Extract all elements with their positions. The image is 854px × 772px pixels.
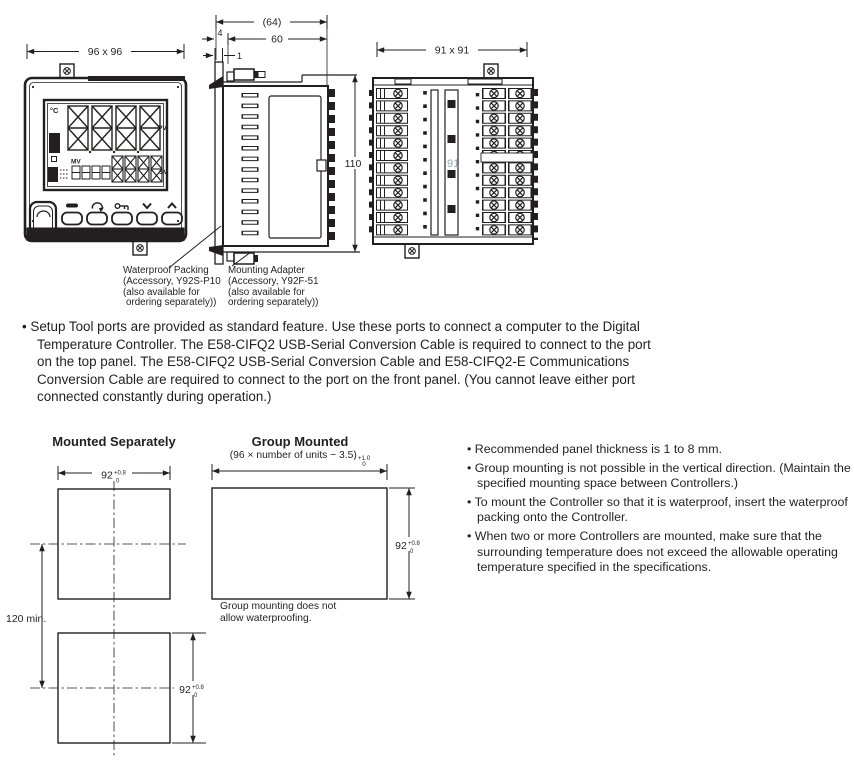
mounted-separately-drawing bbox=[6, 466, 212, 758]
mounting-note: • When two or more Controllers are mounted, make sure that the surrounding temperature does not exceed the allowable operating temperature specified in the specifications. bbox=[467, 529, 854, 576]
group-mounted-caption bbox=[220, 601, 336, 625]
svg-text:+0.8: +0.8 bbox=[408, 541, 420, 547]
sv-label: SV bbox=[159, 169, 168, 176]
callout-line: (Accessory, Y92F-51 bbox=[228, 275, 319, 287]
callout-line: Mounting Adapter bbox=[228, 265, 305, 276]
svg-text:+0.8: +0.8 bbox=[192, 685, 204, 691]
svg-text:92: 92 bbox=[101, 469, 113, 482]
group-mounted-drawing bbox=[212, 461, 428, 599]
down-key-button[interactable] bbox=[137, 213, 157, 225]
vertical-spacing-dim-label: 120 min. bbox=[6, 613, 47, 625]
rear-watermark: 91 bbox=[447, 158, 460, 170]
svg-text:0: 0 bbox=[116, 478, 120, 485]
unit-indicator: °C bbox=[50, 106, 59, 115]
formula-base: (96 × number of units − 3.5) bbox=[229, 450, 357, 461]
svg-text:0: 0 bbox=[410, 549, 414, 555]
front-dim-label: 96 x 96 bbox=[87, 46, 123, 58]
side-bezel-dim: 4 bbox=[217, 28, 223, 38]
caption-line: allow waterproofing. bbox=[220, 613, 312, 624]
side-depth-total-dim: (64) bbox=[262, 16, 282, 29]
level-key-icon bbox=[66, 204, 78, 208]
side-panel-dim: 1 bbox=[237, 51, 243, 61]
group-cutout-rect bbox=[212, 488, 387, 599]
sv-display bbox=[112, 156, 162, 182]
callout-line: (also available for bbox=[228, 286, 305, 298]
display-window bbox=[44, 100, 168, 190]
rear-top-screw-tab-icon bbox=[484, 64, 498, 78]
callout-line: (Accessory, Y92S-P10 bbox=[123, 275, 221, 287]
shift-key-button[interactable] bbox=[112, 213, 132, 225]
side-height-dim: 110 bbox=[344, 158, 362, 170]
callout-line: Waterproof Packing bbox=[123, 265, 209, 276]
group-mounted-title: Group Mounted bbox=[251, 434, 349, 449]
setup-tool-note bbox=[22, 318, 655, 406]
level-key-button[interactable] bbox=[62, 213, 82, 225]
mv-display bbox=[72, 166, 110, 179]
formula-sub: 0 bbox=[362, 461, 366, 469]
mounting-note: • To mount the Controller so that it is waterproof, insert the waterproof packing onto the Controller. bbox=[467, 495, 854, 526]
callout-line: (also available for bbox=[123, 286, 200, 298]
rear-right-terminals bbox=[481, 88, 533, 236]
up-key-icon bbox=[168, 204, 176, 209]
waterproof-packing-callout bbox=[123, 266, 221, 309]
formula-sup: +1.0 bbox=[357, 455, 371, 462]
shift-key-icon bbox=[115, 204, 128, 210]
mode-key-icon bbox=[92, 203, 104, 212]
rear-view-drawing bbox=[371, 42, 536, 258]
svg-text:0: 0 bbox=[194, 693, 198, 699]
caption-line: Group mounting does not bbox=[220, 601, 337, 612]
model-label: E5AC bbox=[162, 233, 180, 240]
svg-text:+0.8: +0.8 bbox=[114, 470, 126, 477]
side-view-drawing bbox=[170, 15, 369, 267]
rear-dim-label: 91 x 91 bbox=[434, 44, 470, 57]
pv-label: PV bbox=[158, 125, 167, 132]
callout-line: ordering separately)) bbox=[126, 297, 217, 309]
side-depth-dim: 60 bbox=[271, 33, 283, 46]
svg-text:92: 92 bbox=[395, 540, 407, 552]
dimension-drawings bbox=[0, 0, 854, 300]
mode-key-button[interactable] bbox=[87, 213, 107, 225]
bottom-screw-tab-icon bbox=[133, 241, 147, 255]
front-view-drawing bbox=[25, 44, 186, 255]
callout-line: ordering separately)) bbox=[228, 297, 319, 309]
rear-left-terminals bbox=[381, 88, 403, 236]
rear-bottom-screw-tab-icon bbox=[405, 244, 419, 258]
setup-tool-note-text: Setup Tool ports are provided as standard feature. Use these ports to connect a computer to the Digital Temperature Controller. The E58-CIFQ2 USB-Serial Conversion Cable is required to connect to the port on the top panel. The E58-CIFQ2 USB-Serial Conversion Cable and E58-CIFQ2-E Communications Conversion Cable are required to connect to the port on the front panel. (You cannot leave either port connected constantly during operation.) bbox=[30, 319, 651, 405]
top-screw-tab-icon bbox=[60, 64, 74, 78]
down-key-icon bbox=[143, 204, 151, 209]
up-key-button[interactable] bbox=[162, 213, 182, 225]
mounting-note: • Recommended panel thickness is 1 to 8 mm. bbox=[467, 442, 854, 458]
mounted-separately-title: Mounted Separately bbox=[52, 434, 176, 449]
cutout-width-dim-label bbox=[92, 467, 132, 485]
operation-keys[interactable] bbox=[62, 213, 182, 225]
mounting-adapter-callout bbox=[228, 266, 319, 309]
mounting-notes bbox=[467, 442, 854, 579]
mounting-note: • Group mounting is not possible in the vertical direction. (Maintain the specified mounting space between Controllers.) bbox=[467, 461, 854, 492]
pv-display bbox=[68, 106, 160, 150]
omron-logo: OMRON bbox=[33, 233, 59, 240]
svg-text:92: 92 bbox=[179, 684, 191, 696]
mv-label: MV bbox=[71, 158, 81, 166]
